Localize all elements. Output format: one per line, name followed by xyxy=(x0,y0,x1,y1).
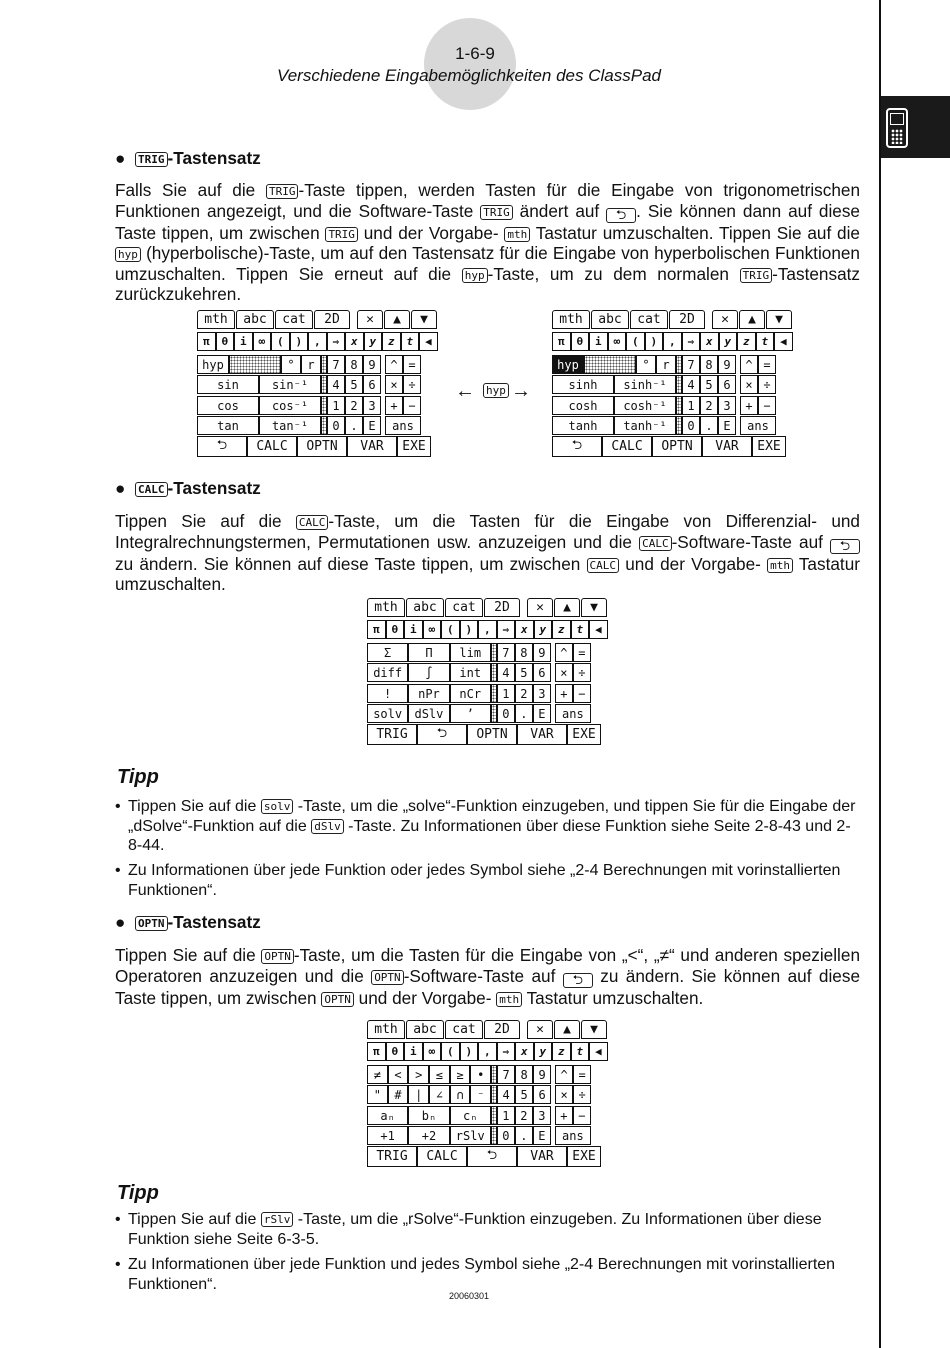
symbol-key[interactable]: ⇒ xyxy=(497,620,516,639)
operator-key[interactable]: + xyxy=(740,396,758,415)
return-icon[interactable]: ⮌ xyxy=(417,724,467,745)
optn-key-icon: OPTN xyxy=(371,970,404,985)
symbol-key[interactable]: θ xyxy=(216,332,235,351)
close-icon[interactable]: ✕ xyxy=(527,598,553,617)
rslv-key-icon: rSlv xyxy=(261,1212,294,1227)
calc-key-icon: CALC xyxy=(296,515,329,530)
function-key[interactable]: int xyxy=(450,663,491,682)
softkey-optn[interactable]: OPTN xyxy=(652,436,702,457)
trig-key-icon: TRIG xyxy=(266,184,299,199)
num-key[interactable]: . xyxy=(515,1126,533,1145)
keyboard-tab-cat[interactable]: cat xyxy=(445,598,483,617)
num-key[interactable]: 2 xyxy=(515,684,533,703)
softkey-trig[interactable]: TRIG xyxy=(367,724,417,745)
classpad-device-icon xyxy=(886,108,908,148)
close-icon[interactable]: ✕ xyxy=(527,1020,553,1039)
up-icon[interactable]: ▲ xyxy=(384,310,410,329)
operator-symbol-key[interactable]: • xyxy=(470,1065,491,1084)
optn-key-icon: OPTN xyxy=(135,916,168,931)
ans-key[interactable]: ans xyxy=(385,416,421,435)
inverse-function-key[interactable]: cos⁻¹ xyxy=(259,396,321,415)
trig-keyboard xyxy=(197,310,443,460)
num-key[interactable]: 9 xyxy=(533,643,551,662)
num-key[interactable]: . xyxy=(515,704,533,723)
function-key[interactable]: sin xyxy=(197,375,259,394)
num-key[interactable]: 3 xyxy=(718,396,736,415)
function-key[interactable]: sinh xyxy=(552,375,614,394)
function-key[interactable]: tan xyxy=(197,416,259,435)
tipp-heading-1: Tipp xyxy=(117,766,159,788)
symbol-key[interactable]: ◀ xyxy=(774,332,793,351)
function-key[interactable]: nCr xyxy=(450,684,491,703)
symbol-key[interactable]: ( xyxy=(441,620,460,639)
down-icon[interactable]: ▼ xyxy=(411,310,437,329)
symbol-key[interactable]: x xyxy=(700,332,719,351)
operator-key[interactable]: − xyxy=(403,396,421,415)
symbol-key[interactable]: ∞ xyxy=(608,332,627,351)
num-key[interactable]: 6 xyxy=(533,663,551,682)
softkey-calc[interactable]: CALC xyxy=(417,1146,467,1167)
symbol-key[interactable]: z xyxy=(552,620,571,639)
keyboard-tab-2D[interactable]: 2D xyxy=(314,310,350,329)
symbol-key[interactable]: ∞ xyxy=(423,620,442,639)
num-key[interactable]: 5 xyxy=(700,375,718,394)
symbol-key[interactable]: z xyxy=(737,332,756,351)
trig-key-icon: TRIG xyxy=(325,227,358,242)
function-key[interactable]: solv xyxy=(367,704,408,723)
symbol-key[interactable]: t xyxy=(571,620,590,639)
symbol-key[interactable]: , xyxy=(308,332,327,351)
operator-symbol-key[interactable]: ≤ xyxy=(429,1065,450,1084)
margin-rule xyxy=(879,0,881,1348)
num-key[interactable]: . xyxy=(700,416,718,435)
operator-symbol-key[interactable]: < xyxy=(388,1065,409,1084)
num-key[interactable]: 7 xyxy=(497,643,515,662)
num-key[interactable]: 1 xyxy=(497,684,515,703)
num-key[interactable]: 4 xyxy=(682,375,700,394)
ans-key[interactable]: ans xyxy=(555,1126,591,1145)
num-key[interactable]: 5 xyxy=(515,1085,533,1104)
operator-key[interactable]: + xyxy=(385,396,403,415)
num-key[interactable]: 3 xyxy=(533,684,551,703)
softkey-exe[interactable]: EXE xyxy=(567,1146,601,1167)
symbol-key[interactable]: ) xyxy=(290,332,309,351)
return-key-icon: ⮌ xyxy=(606,208,636,223)
softkey-trig[interactable]: TRIG xyxy=(367,1146,417,1167)
symbol-key[interactable]: y xyxy=(534,620,553,639)
symbol-key[interactable]: i xyxy=(589,332,608,351)
arrow-left-icon: ← xyxy=(455,380,475,402)
softkey-optn[interactable]: OPTN xyxy=(467,724,517,745)
symbol-key[interactable]: , xyxy=(663,332,682,351)
footer-code: 20060301 xyxy=(449,1291,490,1301)
symbol-key[interactable]: π xyxy=(367,620,386,639)
trig-key-icon: TRIG xyxy=(135,152,168,167)
softkey-var[interactable]: VAR xyxy=(347,436,397,457)
softkey-exe[interactable]: EXE xyxy=(397,436,431,457)
tipp1-note-2: • Zu Informationen über jede Funktion oder jedes Symbol siehe „2-4 Berechnungen mit vorinstallierten Funktionen“. xyxy=(115,862,841,899)
inverse-function-key[interactable]: cosh⁻¹ xyxy=(614,396,676,415)
hyp-keyboard xyxy=(552,310,798,460)
operator-key[interactable]: = xyxy=(403,355,421,374)
symbol-key[interactable]: t xyxy=(571,1042,590,1061)
page-title: Verschiedene Eingabemöglichkeiten des ClassPad xyxy=(277,66,661,85)
operator-key[interactable]: ÷ xyxy=(403,375,421,394)
hyp-key-icon: hyp xyxy=(462,268,488,283)
function-key[interactable]: nPr xyxy=(408,684,449,703)
keyboard-tab-2D[interactable]: 2D xyxy=(484,1020,520,1039)
operator-symbol-key[interactable]: ∠ xyxy=(429,1085,450,1104)
num-key[interactable]: 2 xyxy=(700,396,718,415)
keyboard-tab-abc[interactable]: abc xyxy=(406,598,444,617)
num-key[interactable]: 0 xyxy=(682,416,700,435)
up-icon[interactable]: ▲ xyxy=(554,1020,580,1039)
function-key[interactable]: diff xyxy=(367,663,408,682)
shaded-key[interactable] xyxy=(229,355,281,374)
trig-key-icon: TRIG xyxy=(480,205,513,220)
operator-symbol-key[interactable]: # xyxy=(388,1085,409,1104)
operator-key[interactable]: × xyxy=(740,375,758,394)
symbol-key[interactable]: θ xyxy=(571,332,590,351)
num-key[interactable]: 6 xyxy=(718,375,736,394)
symbol-key[interactable]: y xyxy=(534,1042,553,1061)
num-key[interactable]: 0 xyxy=(497,1126,515,1145)
num-key[interactable]: 7 xyxy=(327,355,345,374)
function-key[interactable]: +1 xyxy=(367,1126,408,1145)
optn-paragraph: Tippen Sie auf die OPTN -Taste, um die Tasten für die Eingabe von „<“, „≠“ und anderen speziellen Operatoren anzuzeigen und die OPTN -Software-Taste auf ⮌ zu ändern. Sie können auf diese Taste tippen, um zwischen OPTN und der Vorgabe- mth Tastatur umzuschalten. xyxy=(115,945,861,1008)
symbol-key[interactable]: ) xyxy=(645,332,664,351)
function-key[interactable]: bₙ xyxy=(408,1106,449,1125)
function-key[interactable]: ! xyxy=(367,684,408,703)
num-key[interactable]: E xyxy=(363,416,381,435)
symbol-key[interactable]: i xyxy=(234,332,253,351)
keyboard-tab-2D[interactable]: 2D xyxy=(669,310,705,329)
hyp-key-icon: hyp xyxy=(115,247,141,262)
symbol-key[interactable]: , xyxy=(478,620,497,639)
num-key[interactable]: 6 xyxy=(363,375,381,394)
symbol-key[interactable]: ∞ xyxy=(423,1042,442,1061)
softkey-calc[interactable]: CALC xyxy=(247,436,297,457)
ans-key[interactable]: ans xyxy=(555,704,591,723)
operator-symbol-key[interactable]: ≠ xyxy=(367,1065,388,1084)
symbol-key[interactable]: ) xyxy=(460,1042,479,1061)
function-key[interactable]: ∫ xyxy=(408,663,449,682)
operator-key[interactable]: ^ xyxy=(740,355,758,374)
keyboard-tab-mth[interactable]: mth xyxy=(367,598,405,617)
keyboard-tab-cat[interactable]: cat xyxy=(630,310,668,329)
optn-heading: ● OPTN -Tastensatz xyxy=(115,912,261,932)
function-key[interactable]: rSlv xyxy=(450,1126,491,1145)
symbol-key[interactable]: ◀ xyxy=(589,620,608,639)
softkey-exe[interactable]: EXE xyxy=(567,724,601,745)
function-key[interactable]: Σ xyxy=(367,643,408,662)
operator-key[interactable]: ÷ xyxy=(573,1085,591,1104)
num-key[interactable]: E xyxy=(533,704,551,723)
symbol-key[interactable]: ◀ xyxy=(589,1042,608,1061)
function-key[interactable]: Π xyxy=(408,643,449,662)
inverse-function-key[interactable]: sinh⁻¹ xyxy=(614,375,676,394)
radian-key[interactable]: r xyxy=(656,355,676,374)
num-key[interactable]: 1 xyxy=(327,396,345,415)
softkey-var[interactable]: VAR xyxy=(517,724,567,745)
keyboard-tab-mth[interactable]: mth xyxy=(552,310,590,329)
arrow-right-icon: → xyxy=(511,380,531,402)
symbol-key[interactable]: π xyxy=(197,332,216,351)
symbol-key[interactable]: ⇒ xyxy=(497,1042,516,1061)
symbol-key[interactable]: ( xyxy=(271,332,290,351)
keyboard-tab-abc[interactable]: abc xyxy=(236,310,274,329)
symbol-key[interactable]: y xyxy=(719,332,738,351)
return-key-icon: ⮌ xyxy=(830,539,860,554)
operator-key[interactable]: − xyxy=(758,396,776,415)
function-key[interactable]: ’ xyxy=(450,704,491,723)
close-icon[interactable]: ✕ xyxy=(357,310,383,329)
num-key[interactable]: 5 xyxy=(515,663,533,682)
symbol-key[interactable]: i xyxy=(404,1042,423,1061)
function-key[interactable]: tanh xyxy=(552,416,614,435)
num-key[interactable]: 9 xyxy=(533,1065,551,1084)
keyboard-tab-cat[interactable]: cat xyxy=(445,1020,483,1039)
num-key[interactable]: 2 xyxy=(515,1106,533,1125)
symbol-key[interactable]: z xyxy=(552,1042,571,1061)
optn-key-icon: OPTN xyxy=(321,992,354,1007)
symbol-key[interactable]: , xyxy=(478,1042,497,1061)
operator-key[interactable]: ^ xyxy=(555,1065,573,1084)
symbol-key[interactable]: y xyxy=(364,332,383,351)
down-icon[interactable]: ▼ xyxy=(581,598,607,617)
keyboard-tab-mth[interactable]: mth xyxy=(197,310,235,329)
num-key[interactable]: 1 xyxy=(682,396,700,415)
trig-paragraph: Falls Sie auf die TRIG -Taste tippen, werden Tasten für die Eingabe von trigonometrischen Funktionen angezeigt, und die Software-Taste TRIG ändert auf ⮌ . Sie können dann auf diese Taste tippen, um zwischen TRIG und der Vorgabe- mth Tastatur umzuschalten. Tippen Sie auf die hyp (hyperbolische)-Taste, um auf den Tastensatz für die Eingabe von hyperbolischen Funktionen umzuschalten. Tippen Sie erneut auf die hyp -Taste, um zu dem normalen TRIG -Tastensatz zurückzukehren. xyxy=(115,180,861,304)
symbol-key[interactable]: π xyxy=(552,332,571,351)
num-key[interactable]: E xyxy=(533,1126,551,1145)
num-key[interactable]: 8 xyxy=(515,1065,533,1084)
symbol-key[interactable]: ( xyxy=(441,1042,460,1061)
calc-paragraph: Tippen Sie auf die CALC -Taste, um die Tasten für die Eingabe von Differenzial- und Integralrechnungstermen, Permutationen usw. anzuzeigen und die CALC -Software-Taste auf ⮌ zu ändern. Sie können auf diese Taste tippen, um zwischen CALC und der Vorgabe- mth Tastatur umzuschalten. xyxy=(115,511,860,594)
tipp-heading-2: Tipp xyxy=(117,1182,159,1204)
return-icon[interactable]: ⮌ xyxy=(552,436,602,457)
softkey-calc[interactable]: CALC xyxy=(602,436,652,457)
num-key[interactable]: 9 xyxy=(363,355,381,374)
operator-symbol-key[interactable]: ≥ xyxy=(450,1065,471,1084)
up-icon[interactable]: ▲ xyxy=(739,310,765,329)
operator-key[interactable]: = xyxy=(573,643,591,662)
num-key[interactable]: 7 xyxy=(497,1065,515,1084)
operator-key[interactable]: ^ xyxy=(555,643,573,662)
keyboard-tab-abc[interactable]: abc xyxy=(591,310,629,329)
function-key[interactable]: cos xyxy=(197,396,259,415)
function-key[interactable]: cosh xyxy=(552,396,614,415)
operator-key[interactable]: × xyxy=(555,663,573,682)
softkey-var[interactable]: VAR xyxy=(517,1146,567,1167)
symbol-key[interactable]: x xyxy=(345,332,364,351)
optn-key-icon: OPTN xyxy=(261,949,294,964)
operator-key[interactable]: − xyxy=(573,1106,591,1125)
num-key[interactable]: 8 xyxy=(700,355,718,374)
symbol-key[interactable]: ∞ xyxy=(253,332,272,351)
inverse-function-key[interactable]: tan⁻¹ xyxy=(259,416,321,435)
keyboard-tab-abc[interactable]: abc xyxy=(406,1020,444,1039)
down-icon[interactable]: ▼ xyxy=(766,310,792,329)
softkey-exe[interactable]: EXE xyxy=(752,436,786,457)
calc-heading: ● CALC -Tastensatz xyxy=(115,478,261,498)
operator-key[interactable]: + xyxy=(555,684,573,703)
num-key[interactable]: 4 xyxy=(497,663,515,682)
tipp2-note-1: • Tippen Sie auf die rSlv -Taste, um die „rSolve“-Funktion einzugeben. Zu Informationen über diese Funktion siehe Seite 6-3-5. xyxy=(115,1211,822,1248)
num-key[interactable]: 7 xyxy=(682,355,700,374)
symbol-key[interactable]: ) xyxy=(460,620,479,639)
operator-key[interactable]: = xyxy=(758,355,776,374)
keyboard-tab-2D[interactable]: 2D xyxy=(484,598,520,617)
num-key[interactable]: 4 xyxy=(497,1085,515,1104)
operator-key[interactable]: × xyxy=(555,1085,573,1104)
optn-keyboard xyxy=(367,1020,613,1170)
symbol-key[interactable]: x xyxy=(515,1042,534,1061)
calc-key-icon: CALC xyxy=(135,482,168,497)
header-circle xyxy=(424,18,516,110)
num-key[interactable]: 8 xyxy=(345,355,363,374)
calc-keyboard xyxy=(367,598,613,748)
keyboard-tab-mth[interactable]: mth xyxy=(367,1020,405,1039)
up-icon[interactable]: ▲ xyxy=(554,598,580,617)
trig-heading: ● TRIG -Tastensatz xyxy=(115,148,261,168)
symbol-key[interactable]: ◀ xyxy=(419,332,438,351)
down-icon[interactable]: ▼ xyxy=(581,1020,607,1039)
operator-key[interactable]: × xyxy=(385,375,403,394)
return-key-icon: ⮌ xyxy=(563,973,593,988)
softkey-optn[interactable]: OPTN xyxy=(297,436,347,457)
operator-symbol-key[interactable]: > xyxy=(408,1065,429,1084)
symbol-key[interactable]: t xyxy=(756,332,775,351)
num-key[interactable]: 1 xyxy=(497,1106,515,1125)
function-key[interactable]: cₙ xyxy=(450,1106,491,1125)
function-key[interactable]: aₙ xyxy=(367,1106,408,1125)
operator-key[interactable]: ÷ xyxy=(573,663,591,682)
symbol-key[interactable]: ⇒ xyxy=(327,332,346,351)
num-key[interactable]: 0 xyxy=(327,416,345,435)
symbol-key[interactable]: z xyxy=(382,332,401,351)
operator-symbol-key[interactable]: | xyxy=(408,1085,429,1104)
function-key[interactable]: +2 xyxy=(408,1126,449,1145)
operator-symbol-key[interactable]: ∩ xyxy=(450,1085,471,1104)
hyp-key-icon: hyp xyxy=(483,383,509,398)
function-key[interactable]: lim xyxy=(450,643,491,662)
mth-key-icon: mth xyxy=(496,992,522,1007)
tipp1-note-1: • Tippen Sie auf die solv -Taste, um die „solve“-Funktion einzugeben, und tippen Sie für die Eingabe der „dSolve“-Funktion auf die dSlv -Taste. Zu Informationen über diese Funktion siehe Seite 2-8-43 und 2-8-44. xyxy=(115,798,856,854)
degree-key[interactable]: ° xyxy=(281,355,301,374)
radian-key[interactable]: r xyxy=(301,355,321,374)
symbol-key[interactable]: x xyxy=(515,620,534,639)
page-number: 1-6-9 xyxy=(455,44,495,63)
symbol-key[interactable]: ⇒ xyxy=(682,332,701,351)
symbol-key[interactable]: θ xyxy=(386,620,405,639)
softkey-var[interactable]: VAR xyxy=(702,436,752,457)
calc-key-icon: CALC xyxy=(587,558,620,573)
num-key[interactable]: 9 xyxy=(718,355,736,374)
operator-key[interactable]: ÷ xyxy=(758,375,776,394)
num-key[interactable]: 8 xyxy=(515,643,533,662)
symbol-key[interactable]: i xyxy=(404,620,423,639)
num-key[interactable]: 3 xyxy=(533,1106,551,1125)
hyp-key[interactable]: hyp xyxy=(552,355,584,374)
num-key[interactable]: 0 xyxy=(497,704,515,723)
num-key[interactable]: . xyxy=(345,416,363,435)
ans-key[interactable]: ans xyxy=(740,416,776,435)
function-key[interactable]: dSlv xyxy=(408,704,449,723)
num-key[interactable]: 5 xyxy=(345,375,363,394)
symbol-key[interactable]: θ xyxy=(386,1042,405,1061)
degree-key[interactable]: ° xyxy=(636,355,656,374)
operator-key[interactable]: ^ xyxy=(385,355,403,374)
num-key[interactable]: 2 xyxy=(345,396,363,415)
calc-key-icon: CALC xyxy=(639,536,672,551)
symbol-key[interactable]: π xyxy=(367,1042,386,1061)
solv-key-icon: solv xyxy=(261,799,294,814)
shaded-key[interactable] xyxy=(584,355,636,374)
return-icon[interactable]: ⮌ xyxy=(197,436,247,457)
num-key[interactable]: 3 xyxy=(363,396,381,415)
operator-key[interactable]: + xyxy=(555,1106,573,1125)
close-icon[interactable]: ✕ xyxy=(712,310,738,329)
trig-key-icon: TRIG xyxy=(740,268,773,283)
return-icon[interactable]: ⮌ xyxy=(467,1146,517,1167)
mth-key-icon: mth xyxy=(504,227,530,242)
mth-key-icon: mth xyxy=(767,558,793,573)
keyboard-tab-cat[interactable]: cat xyxy=(275,310,313,329)
inverse-function-key[interactable]: sin⁻¹ xyxy=(259,375,321,394)
tipp2-note-2: • Zu Informationen über jede Funktion und jedes Symbol siehe „2-4 Berechnungen mit vorinstallierten Funktionen“. xyxy=(115,1256,836,1293)
operator-symbol-key[interactable]: " xyxy=(367,1085,388,1104)
num-key[interactable]: E xyxy=(718,416,736,435)
hyp-key[interactable]: hyp xyxy=(197,355,229,374)
inverse-function-key[interactable]: tanh⁻¹ xyxy=(614,416,676,435)
operator-key[interactable]: − xyxy=(573,684,591,703)
symbol-key[interactable]: ( xyxy=(626,332,645,351)
symbol-key[interactable]: t xyxy=(401,332,420,351)
operator-key[interactable]: = xyxy=(573,1065,591,1084)
num-key[interactable]: 6 xyxy=(533,1085,551,1104)
num-key[interactable]: 4 xyxy=(327,375,345,394)
operator-symbol-key[interactable]: ⁻ xyxy=(470,1085,491,1104)
dslv-key-icon: dSlv xyxy=(311,819,344,834)
